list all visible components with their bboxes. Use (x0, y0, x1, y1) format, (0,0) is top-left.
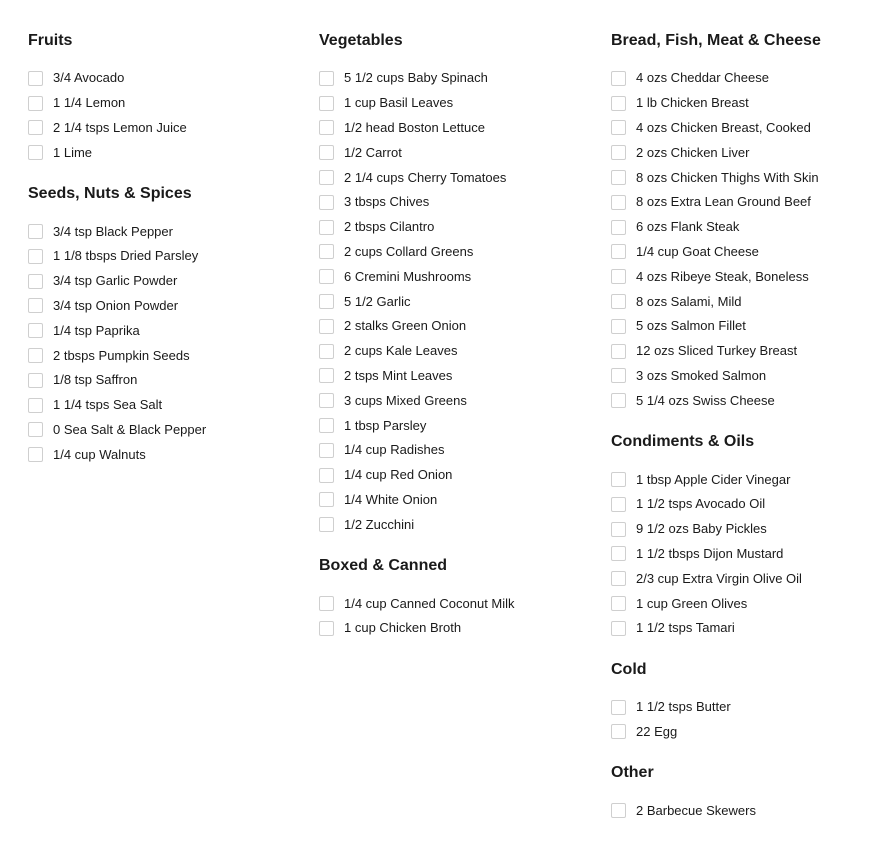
list-item[interactable] (319, 91, 589, 116)
list-item[interactable] (28, 393, 298, 418)
item-checkbox[interactable] (28, 323, 43, 338)
item-checkbox[interactable] (611, 71, 626, 86)
item-label: 4 ozs Cheddar Cheese (636, 70, 769, 86)
list-item[interactable] (28, 66, 298, 91)
item-checkbox[interactable] (319, 492, 334, 507)
item-checkbox[interactable] (611, 497, 626, 512)
list-item[interactable] (611, 165, 873, 190)
item-label: 5 ozs Salmon Fillet (636, 318, 746, 334)
item-checkbox[interactable] (319, 393, 334, 408)
item-checkbox[interactable] (319, 195, 334, 210)
item-label: 1/4 cup Radishes (344, 442, 445, 458)
item-label: 2 1/4 tsps Lemon Juice (53, 119, 187, 135)
item-checkbox[interactable] (28, 96, 43, 111)
item-label: 8 ozs Chicken Thighs With Skin (636, 169, 819, 185)
item-checkbox[interactable] (611, 145, 626, 160)
item-label: 1/4 cup Walnuts (53, 446, 146, 462)
item-label: 1/8 tsp Saffron (53, 372, 138, 388)
list-item[interactable] (319, 512, 589, 537)
item-checkbox[interactable] (611, 120, 626, 135)
list-item[interactable] (611, 591, 873, 616)
item-label: 1/4 tsp Paprika (53, 322, 140, 338)
item-checkbox[interactable] (611, 724, 626, 739)
item-label: 1 1/2 tsps Tamari (636, 620, 735, 636)
item-label: 6 Cremini Mushrooms (344, 268, 472, 284)
item-checkbox[interactable] (319, 170, 334, 185)
item-label: 1 tbsp Apple Cider Vinegar (636, 471, 791, 487)
item-label: 1 cup Basil Leaves (344, 95, 454, 111)
section-title: Seeds, Nuts & Spices (28, 185, 192, 203)
item-label: 2 cups Collard Greens (344, 243, 474, 259)
list-item[interactable] (611, 314, 873, 339)
item-checkbox[interactable] (611, 803, 626, 818)
list-item[interactable] (319, 66, 589, 91)
list-item[interactable] (319, 413, 589, 438)
list-item[interactable] (319, 488, 589, 513)
item-label: 1 1/8 tbsps Dried Parsley (53, 248, 199, 264)
item-checkbox[interactable] (28, 145, 43, 160)
item-label: 3 ozs Smoked Salmon (636, 367, 767, 383)
list-item[interactable] (319, 339, 589, 364)
item-label: 2 cups Kale Leaves (344, 343, 458, 359)
item-checkbox[interactable] (319, 244, 334, 259)
list-item[interactable] (28, 343, 298, 368)
list-item[interactable] (611, 116, 873, 141)
list-item[interactable] (611, 240, 873, 265)
section-title: Fruits (28, 32, 73, 49)
section-seeds-nuts-and-spices (28, 183, 298, 467)
item-checkbox[interactable] (319, 596, 334, 611)
list-item[interactable] (611, 467, 873, 492)
item-checkbox[interactable] (28, 422, 43, 437)
list-item[interactable] (611, 798, 873, 823)
item-label: 2 tsps Mint Leaves (344, 367, 453, 383)
list-item[interactable] (28, 368, 298, 393)
item-checkbox[interactable] (319, 71, 334, 86)
item-checkbox[interactable] (28, 120, 43, 135)
item-checkbox[interactable] (319, 468, 334, 483)
item-label: 1 cup Chicken Broth (344, 620, 462, 636)
list-item[interactable] (611, 517, 873, 542)
column-1 (28, 30, 298, 485)
section-title: Other (611, 764, 654, 782)
item-label: 1 1/2 tbsps Dijon Mustard (636, 545, 784, 561)
item-checkbox[interactable] (611, 393, 626, 408)
list-item[interactable] (28, 116, 298, 141)
list-item[interactable] (319, 240, 589, 265)
item-label: 1 1/4 tsps Sea Salt (53, 397, 163, 413)
item-label: 0 Sea Salt & Black Pepper (53, 421, 207, 437)
item-checkbox[interactable] (28, 224, 43, 239)
item-label: 1 1/2 tsps Avocado Oil (636, 496, 766, 512)
item-checkbox[interactable] (611, 195, 626, 210)
item-label: 1/4 cup Goat Cheese (636, 243, 759, 259)
item-label: 4 ozs Ribeye Steak, Boneless (636, 268, 809, 284)
list-item[interactable] (611, 566, 873, 591)
list-item[interactable] (319, 591, 589, 616)
item-label: 2 stalks Green Onion (344, 318, 467, 334)
list-item[interactable] (319, 289, 589, 314)
item-label: 3/4 tsp Garlic Powder (53, 273, 178, 289)
item-checkbox[interactable] (611, 220, 626, 235)
item-label: 3/4 tsp Onion Powder (53, 297, 179, 313)
section-title: Boxed & Canned (319, 557, 448, 575)
item-checkbox[interactable] (611, 170, 626, 185)
item-checkbox[interactable] (28, 447, 43, 462)
item-checkbox[interactable] (319, 120, 334, 135)
item-checkbox[interactable] (319, 621, 334, 636)
item-label: 3/4 tsp Black Pepper (53, 223, 173, 239)
item-checkbox[interactable] (611, 344, 626, 359)
item-checkbox[interactable] (611, 472, 626, 487)
item-label: 3 tbsps Chives (344, 194, 430, 210)
item-checkbox[interactable] (28, 373, 43, 388)
list-item[interactable] (28, 219, 298, 244)
item-checkbox[interactable] (611, 319, 626, 334)
item-checkbox[interactable] (28, 249, 43, 264)
item-label: 2 1/4 cups Cherry Tomatoes (344, 169, 507, 185)
item-checkbox[interactable] (28, 348, 43, 363)
list-item[interactable] (611, 492, 873, 517)
section-bread-fish-meat-and-cheese (611, 30, 873, 413)
item-checkbox[interactable] (611, 571, 626, 586)
item-label: 1 1/4 Lemon (53, 95, 126, 111)
list-item[interactable] (611, 720, 873, 745)
item-label: 2 ozs Chicken Liver (636, 144, 750, 160)
list-item[interactable] (319, 438, 589, 463)
list-item[interactable] (611, 91, 873, 116)
item-checkbox[interactable] (611, 522, 626, 537)
item-checkbox[interactable] (28, 298, 43, 313)
item-checkbox[interactable] (319, 344, 334, 359)
list-item[interactable] (611, 289, 873, 314)
section-boxed-and-canned (319, 555, 589, 641)
list-item[interactable] (28, 140, 298, 165)
item-label: 4 ozs Chicken Breast, Cooked (636, 119, 811, 135)
item-checkbox[interactable] (611, 700, 626, 715)
list-item[interactable] (319, 215, 589, 240)
item-label: 1 lb Chicken Breast (636, 95, 749, 111)
list-item[interactable] (611, 364, 873, 389)
item-checkbox[interactable] (319, 96, 334, 111)
item-label: 1 1/2 tsps Butter (636, 699, 731, 715)
section-title: Vegetables (319, 32, 403, 49)
item-label: 22 Egg (636, 723, 678, 739)
list-item[interactable] (611, 140, 873, 165)
list-item[interactable] (319, 116, 589, 141)
list-item[interactable] (319, 364, 589, 389)
list-item[interactable] (611, 190, 873, 215)
item-checkbox[interactable] (319, 319, 334, 334)
item-checkbox[interactable] (319, 443, 334, 458)
section-title: Cold (611, 660, 647, 678)
item-label: 1 tbsp Parsley (344, 417, 427, 433)
item-label: 3 cups Mixed Greens (344, 392, 467, 408)
item-checkbox[interactable] (611, 621, 626, 636)
item-label: 12 ozs Sliced Turkey Breast (636, 343, 798, 359)
list-item[interactable] (611, 695, 873, 720)
list-item[interactable] (28, 244, 298, 269)
list-item[interactable] (319, 388, 589, 413)
item-checkbox[interactable] (319, 220, 334, 235)
item-checkbox[interactable] (28, 71, 43, 86)
section-cold (611, 659, 873, 745)
item-label: 2 Barbecue Skewers (636, 802, 756, 818)
item-label: 5 1/2 cups Baby Spinach (344, 70, 488, 86)
section-condiments-and-oils (611, 431, 873, 641)
item-checkbox[interactable] (319, 145, 334, 160)
item-label: 5 1/2 Garlic (344, 293, 411, 309)
item-checkbox[interactable] (611, 244, 626, 259)
item-label: 1/4 cup Canned Coconut Milk (344, 595, 515, 611)
item-label: 2/3 cup Extra Virgin Olive Oil (636, 570, 802, 586)
item-checkbox[interactable] (319, 418, 334, 433)
item-checkbox[interactable] (28, 398, 43, 413)
list-item[interactable] (28, 294, 298, 319)
section-title: Bread, Fish, Meat & Cheese (611, 32, 821, 49)
list-item[interactable] (611, 339, 873, 364)
item-checkbox[interactable] (28, 274, 43, 289)
list-item[interactable] (611, 616, 873, 641)
item-label: 6 ozs Flank Steak (636, 219, 740, 235)
item-checkbox[interactable] (611, 596, 626, 611)
section-other (611, 762, 873, 823)
item-label: 1/4 cup Red Onion (344, 467, 453, 483)
list-item[interactable] (319, 264, 589, 289)
item-checkbox[interactable] (611, 368, 626, 383)
item-label: 3/4 Avocado (53, 70, 125, 86)
item-checkbox[interactable] (319, 368, 334, 383)
item-label: 8 ozs Salami, Mild (636, 293, 742, 309)
item-label: 1/2 Zucchini (344, 516, 415, 532)
list-item[interactable] (319, 463, 589, 488)
item-checkbox[interactable] (611, 96, 626, 111)
list-item[interactable] (611, 542, 873, 567)
list-item[interactable] (319, 314, 589, 339)
item-label: 1 cup Green Olives (636, 595, 748, 611)
item-checkbox[interactable] (319, 269, 334, 284)
section-vegetables (319, 30, 589, 537)
list-item[interactable] (28, 318, 298, 343)
list-item[interactable] (611, 264, 873, 289)
list-item[interactable] (319, 140, 589, 165)
list-item[interactable] (611, 388, 873, 413)
list-item[interactable] (319, 165, 589, 190)
item-label: 1/2 head Boston Lettuce (344, 119, 485, 135)
item-label: 2 tbsps Cilantro (344, 219, 435, 235)
column-3 (611, 30, 873, 841)
list-item[interactable] (28, 91, 298, 116)
item-label: 8 ozs Extra Lean Ground Beef (636, 194, 811, 210)
list-item[interactable] (28, 418, 298, 443)
column-2 (319, 30, 589, 659)
list-item[interactable] (319, 616, 589, 641)
item-label: 2 tbsps Pumpkin Seeds (53, 347, 190, 363)
item-label: 1/4 White Onion (344, 491, 438, 507)
item-label: 1/2 Carrot (344, 144, 402, 160)
item-checkbox[interactable] (319, 294, 334, 309)
section-title: Condiments & Oils (611, 433, 755, 451)
item-checkbox[interactable] (319, 517, 334, 532)
item-checkbox[interactable] (611, 269, 626, 284)
list-item[interactable] (611, 66, 873, 91)
item-label: 5 1/4 ozs Swiss Cheese (636, 392, 775, 408)
item-checkbox[interactable] (611, 294, 626, 309)
item-label: 1 Lime (53, 144, 93, 160)
item-checkbox[interactable] (611, 546, 626, 561)
section-fruits (28, 30, 298, 165)
list-item[interactable] (28, 269, 298, 294)
list-item[interactable] (611, 215, 873, 240)
item-label: 9 1/2 ozs Baby Pickles (636, 521, 767, 537)
list-item[interactable] (28, 442, 298, 467)
list-item[interactable] (319, 190, 589, 215)
